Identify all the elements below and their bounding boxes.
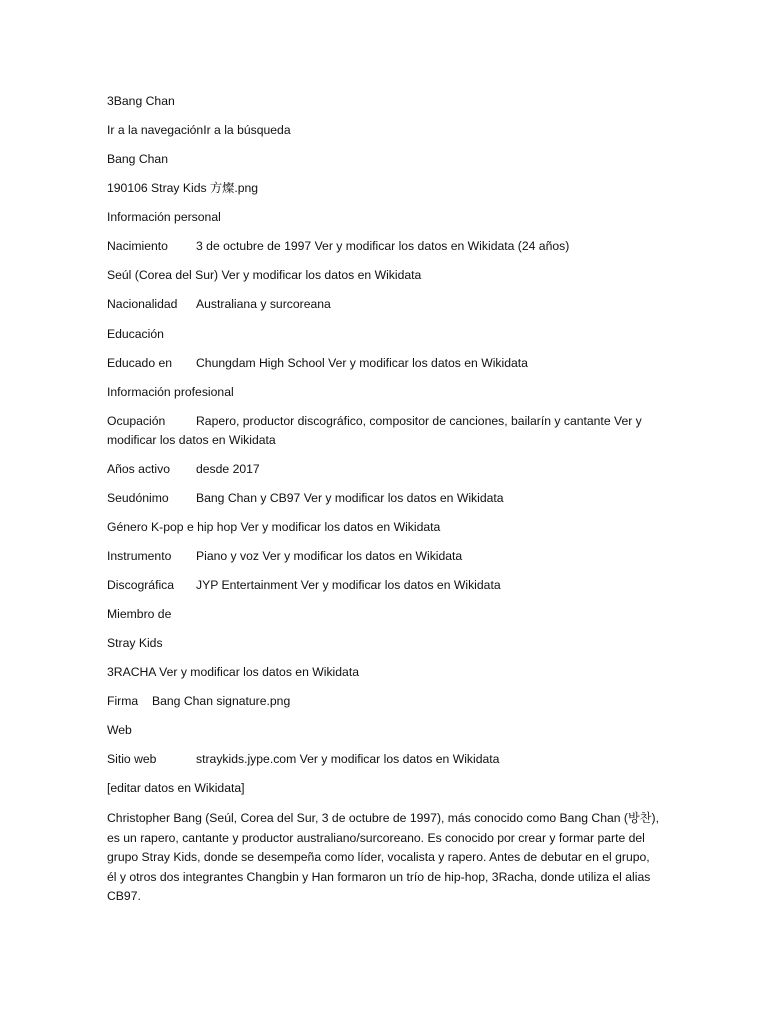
row-seudonimo (107, 491, 504, 506)
row-ocupacion-continued: modificar los datos en Wikidata (107, 433, 276, 447)
person-name: Bang Chan (107, 152, 168, 166)
label-ocupacion: Ocupación (107, 414, 166, 428)
row-miembro-label: Miembro de (107, 607, 172, 621)
section-personal: Información personal (107, 210, 221, 224)
row-miembro-stray-kids: Stray Kids (107, 636, 163, 650)
value-nacimiento: 3 de octubre de 1997 Ver y modificar los datos en Wikidata (24 años) (196, 239, 570, 253)
row-discografica (107, 578, 501, 593)
label-anos-activo: Años activo (107, 462, 171, 476)
row-nacimiento (107, 239, 569, 254)
row-genero: Género K-pop e hip hop Ver y modificar los datos en Wikidata (107, 520, 441, 534)
value-firma: Bang Chan signature.png (152, 694, 291, 708)
row-nacionalidad (107, 297, 331, 312)
row-firma (107, 694, 290, 709)
section-professional: Información profesional (107, 385, 234, 399)
value-seudonimo: Bang Chan y CB97 Ver y modificar los datos en Wikidata (196, 491, 504, 505)
value-instrumento: Piano y voz Ver y modificar los datos en Wikidata (196, 549, 463, 563)
value-nacionalidad: Australiana y surcoreana (196, 297, 331, 311)
row-miembro-3racha: 3RACHA Ver y modificar los datos en Wikidata (107, 665, 359, 679)
value-anos-activo: desde 2017 (196, 462, 260, 476)
label-seudonimo: Seudónimo (107, 491, 169, 505)
section-web: Web (107, 723, 132, 737)
value-educado: Chungdam High School Ver y modificar los datos en Wikidata (196, 356, 528, 370)
row-educado (107, 356, 528, 371)
value-ocupacion: Rapero, productor discográfico, compositor de canciones, bailarín y cantante Ver y (196, 414, 642, 428)
value-sitio-web: straykids.jype.com Ver y modificar los datos en Wikidata (196, 752, 500, 766)
document-title: 3Bang Chan (107, 94, 175, 108)
edit-wikidata-link: [editar datos en Wikidata] (107, 781, 245, 795)
row-ocupacion (107, 414, 642, 429)
row-sitio-web (107, 752, 499, 767)
label-discografica: Discográfica (107, 578, 175, 592)
navigation-links: Ir a la navegaciónIr a la búsqueda (107, 123, 291, 137)
biography-paragraph: Christopher Bang (Seúl, Corea del Sur, 3 de octubre de 1997), más conocido como Bang Chan (방찬), es un rapero, cantante y productor australiano/surcoreano. Es conocido por crear y formar parte del grupo Stray Kids, donde se desempeña como líder, vocalista y rapero. Antes de debutar en el grupo, él y otros dos integrantes Changbin y Han formaron un trío de hip-hop, 3Racha, donde utiliza el alias CB97. (107, 811, 659, 903)
section-education: Educación (107, 327, 164, 341)
label-firma: Firma (107, 694, 139, 708)
value-discografica: JYP Entertainment Ver y modificar los datos en Wikidata (196, 578, 501, 592)
label-nacimiento: Nacimiento (107, 239, 168, 253)
label-educado: Educado en (107, 356, 173, 370)
row-instrumento (107, 549, 462, 564)
label-instrumento: Instrumento (107, 549, 172, 563)
row-anos-activo (107, 462, 260, 477)
label-sitio-web: Sitio web (107, 752, 157, 766)
label-nacionalidad: Nacionalidad (107, 297, 178, 311)
image-caption: 190106 Stray Kids 方燦.png (107, 181, 259, 195)
row-lugar-nacimiento: Seúl (Corea del Sur) Ver y modificar los datos en Wikidata (107, 268, 422, 282)
